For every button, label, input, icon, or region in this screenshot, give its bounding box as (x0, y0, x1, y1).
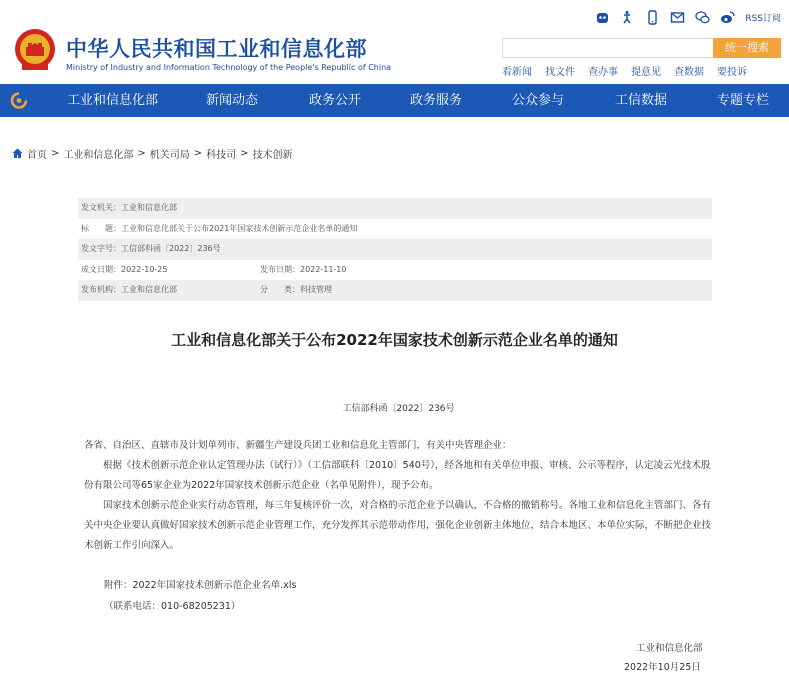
contact-phone: （联系电话：010-68205231） (104, 601, 241, 612)
national-emblem-icon[interactable] (14, 28, 56, 72)
nav-item-data[interactable]: 工信数据 (615, 93, 668, 108)
meta-row-issuer (78, 280, 712, 301)
meta-published-date: 发布日期：2022-11-10 (260, 264, 347, 274)
home-icon (12, 148, 23, 159)
quick-links (502, 63, 747, 78)
breadcrumb-separator: > (137, 148, 146, 159)
mail-icon[interactable] (670, 10, 685, 25)
nav-item-ministry[interactable]: 工业和信息化部 (67, 93, 159, 108)
signature-date: 2022年10月25日 (624, 662, 701, 673)
ministry-logo-icon[interactable] (10, 92, 28, 109)
signature-org: 工业和信息化部 (636, 643, 703, 654)
quick-link-data[interactable]: 查数据 (674, 67, 704, 78)
meta-doc-number: 发文字号：工信部科函〔2022〕236号 (81, 244, 221, 253)
nav-item-gov-service[interactable]: 政务服务 (410, 93, 463, 108)
top-icon-bar (595, 8, 781, 26)
breadcrumb-separator: > (193, 148, 203, 159)
meta-row-dates (78, 260, 712, 281)
meta-row-doc-number (78, 239, 712, 260)
main-nav (0, 84, 789, 117)
quick-link-feedback[interactable]: 提意见 (631, 67, 661, 78)
mobile-icon[interactable] (645, 10, 660, 25)
quick-link-complaint[interactable]: 要投诉 (717, 67, 747, 78)
site-name-cn[interactable]: 中华人民共和国工业和信息化部 (66, 37, 367, 61)
body-paragraph-management: 国家技术创新示范企业实行动态管理，每三年复核评价一次，对合格的示范企业予以确认，不合格的撤销称号。各地工业和信息化主管部门、各有关中央企业要认真做好国家技术创新示范企业管理工作，充分发挥其示范带动作用，强化企业创新主体地位，结合本地区、本单位实际，不断把企业技术创新工作引向深入。 (84, 500, 712, 551)
meta-row-publisher (78, 198, 712, 219)
document-number: 工信部科函〔2022〕236号 (342, 404, 455, 414)
breadcrumb-tech-dept[interactable]: 科技司 (206, 150, 237, 161)
breadcrumb-tech-innovation[interactable]: 技术创新 (252, 150, 293, 161)
search-input[interactable] (502, 38, 713, 58)
document-title: 工业和信息化部关于公布2022年国家技术创新示范企业名单的通知 (171, 331, 618, 349)
site-name-en: Ministry of Industry and Information Technology of the People's Republic of China (66, 63, 392, 72)
breadcrumb-separator: > (240, 148, 249, 159)
attachment-link[interactable]: 附件：2022年国家技术创新示范企业名单.xls (104, 580, 297, 591)
meta-row-title (78, 219, 712, 240)
body-paragraph-basis: 根据《技术创新示范企业认定管理办法（试行）》（工信部联科〔2010〕540号），经各地和有关单位申报、审核、公示等程序，认定凌云光技术股份有限公司等65家企业为2022年国家技术创新示范企业（名单见附件），现予公布。 (84, 460, 711, 491)
document-meta-table (78, 198, 712, 301)
breadcrumb-home[interactable]: 首页 (27, 150, 47, 161)
site-header (0, 0, 789, 84)
meta-title: 标 题：工业和信息化部关于公布2021年国家技术创新示范企业名单的通知 (81, 223, 358, 233)
quick-link-files[interactable]: 找文件 (545, 67, 575, 78)
document-body (84, 436, 714, 556)
search-button[interactable]: 统一搜索 (713, 38, 781, 58)
mascot-icon[interactable] (595, 10, 610, 25)
nav-item-topics[interactable]: 专题专栏 (717, 93, 770, 108)
wechat-icon[interactable] (695, 10, 710, 25)
meta-publisher: 发文机关：工业和信息化部 (81, 203, 177, 212)
meta-issuer: 发布机构：工业和信息化部 (81, 285, 177, 294)
quick-link-news[interactable]: 看新闻 (502, 67, 532, 78)
body-paragraph-recipients: 各省、自治区、直辖市及计划单列市、新疆生产建设兵团工业和信息化主管部门，有关中央管理企业： (84, 440, 512, 451)
rss-link[interactable]: RSS订阅 (745, 13, 781, 24)
nav-item-participation[interactable]: 公众参与 (512, 93, 565, 108)
accessibility-icon[interactable] (620, 10, 635, 25)
meta-category: 分 类：科技管理 (260, 285, 332, 294)
breadcrumb (12, 146, 293, 161)
meta-created-date: 成文日期：2022-10-25 (81, 264, 168, 274)
weibo-icon[interactable] (720, 10, 735, 25)
nav-item-news[interactable]: 新闻动态 (206, 93, 259, 108)
quick-link-services[interactable]: 查办事 (588, 67, 618, 78)
breadcrumb-ministry[interactable]: 工业和信息化部 (63, 150, 134, 161)
nav-item-gov-open[interactable]: 政务公开 (309, 93, 362, 108)
breadcrumb-separator: > (51, 148, 60, 159)
breadcrumb-departments[interactable]: 机关司局 (149, 150, 190, 161)
